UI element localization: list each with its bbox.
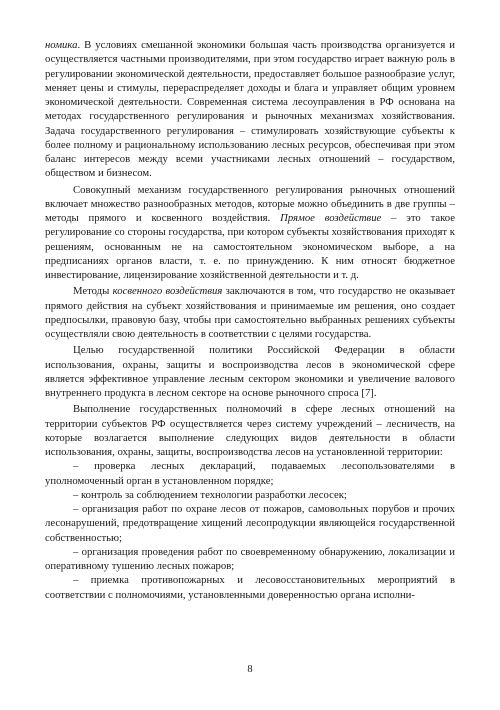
italic-term: номика [45,39,78,51]
paragraph [45,284,455,341]
text-run: Совокупный механизм государственного регулирования рыночных отношений включает множество разнообразных методов, которые можно объединить в две группы – методы прямого и косвенного воздействия. [45,183,455,224]
paragraph [45,343,455,400]
list-item: – организация проведения работ по своевременному обнаружению, локализации и оперативному тушению лесных пожаров; [45,545,455,572]
text-run: – это такое регулирование со стороны государства, при котором субъекты хозяйствования приходят к решениям, основанным не на самостоятельном экономическом выборе, а на предписаниях органов власти, т. е. по принуждению. К ним относят бюджетное инвестирование, лицензирование хозяйственной деятельности и т. д. [45,212,455,281]
text-run: заключаются в том, что государство не оказывает прямого действия на субъект хозяйствования и принимаемые им решения, оно создает предпосылки, правовую базу, чтобы при самостоятельно выбранных решениях субъекты осуществляли свою деятельность в соответствии с целями государства. [45,285,455,340]
italic-term: косвенного воздействия [112,285,223,298]
paragraph [45,402,455,459]
text-run: . В условиях смешанной экономики большая часть производства организуется и осуществляется частными производителями, при этом государство играет важную роль в регулировании экономической деятельности, предоставляет большое разнообразие услуг, меняет цены и стимулы, перераспределяет доходы и блага и управляет общим уровнем экономической деятельности. Современная система лесоуправления в РФ основана на методах государственного регулирования и рыночных механизмах хозяйствования. Задача государственного регулирования – стимулировать хозяйствующие субъекты к более полному и рациональному использованию лесных ресурсов, обеспечивая при этом баланс интересов между всеми участниками лесных отношений – государством, обществом и бизнесом. [45,39,455,180]
paragraph [45,183,455,283]
text-run: Целью государственной политики Российской Федерации в области использования, охраны, защиты и воспроизводства лесов в экономической сфере является эффективное управление лесным сектором экономики и увеличение валового внутреннего продукта в лесном секторе на основе рыночного спроса [7]. [45,344,455,399]
text-run: Выполнение государственных полномочий в сфере лесных отношений на территории субъектов РФ осуществляется через систему учреждений – лесничеств, на которые возлагается выполнение следующих видов деятельности в области использования, охраны, защиты, воспроизводства лесов на установленной территории: [45,403,455,458]
italic-term: Прямое воздействие [280,212,382,224]
list-item: – приемка противопожарных и лесовосстановительных мероприятий в соответствии с полномочиями, установленными доверенностью органа исполни- [45,574,455,601]
page-body-text [45,38,455,602]
list-item: – проверка лесных деклараций, подаваемых лесопользователями в уполномоченный орган в установленном порядке; [45,460,455,487]
list-item: – организация работ по охране лесов от пожаров, самовольных порубов и прочих лесонарушений, предотвращение хищений лесопродукции являющейся государственной собственностью; [45,503,455,544]
text-run: Методы [73,285,113,298]
list-item: – контроль за соблюдением технологии разработки лесосек; [73,488,347,501]
page-number: 8 [247,664,253,675]
paragraph [45,38,455,181]
